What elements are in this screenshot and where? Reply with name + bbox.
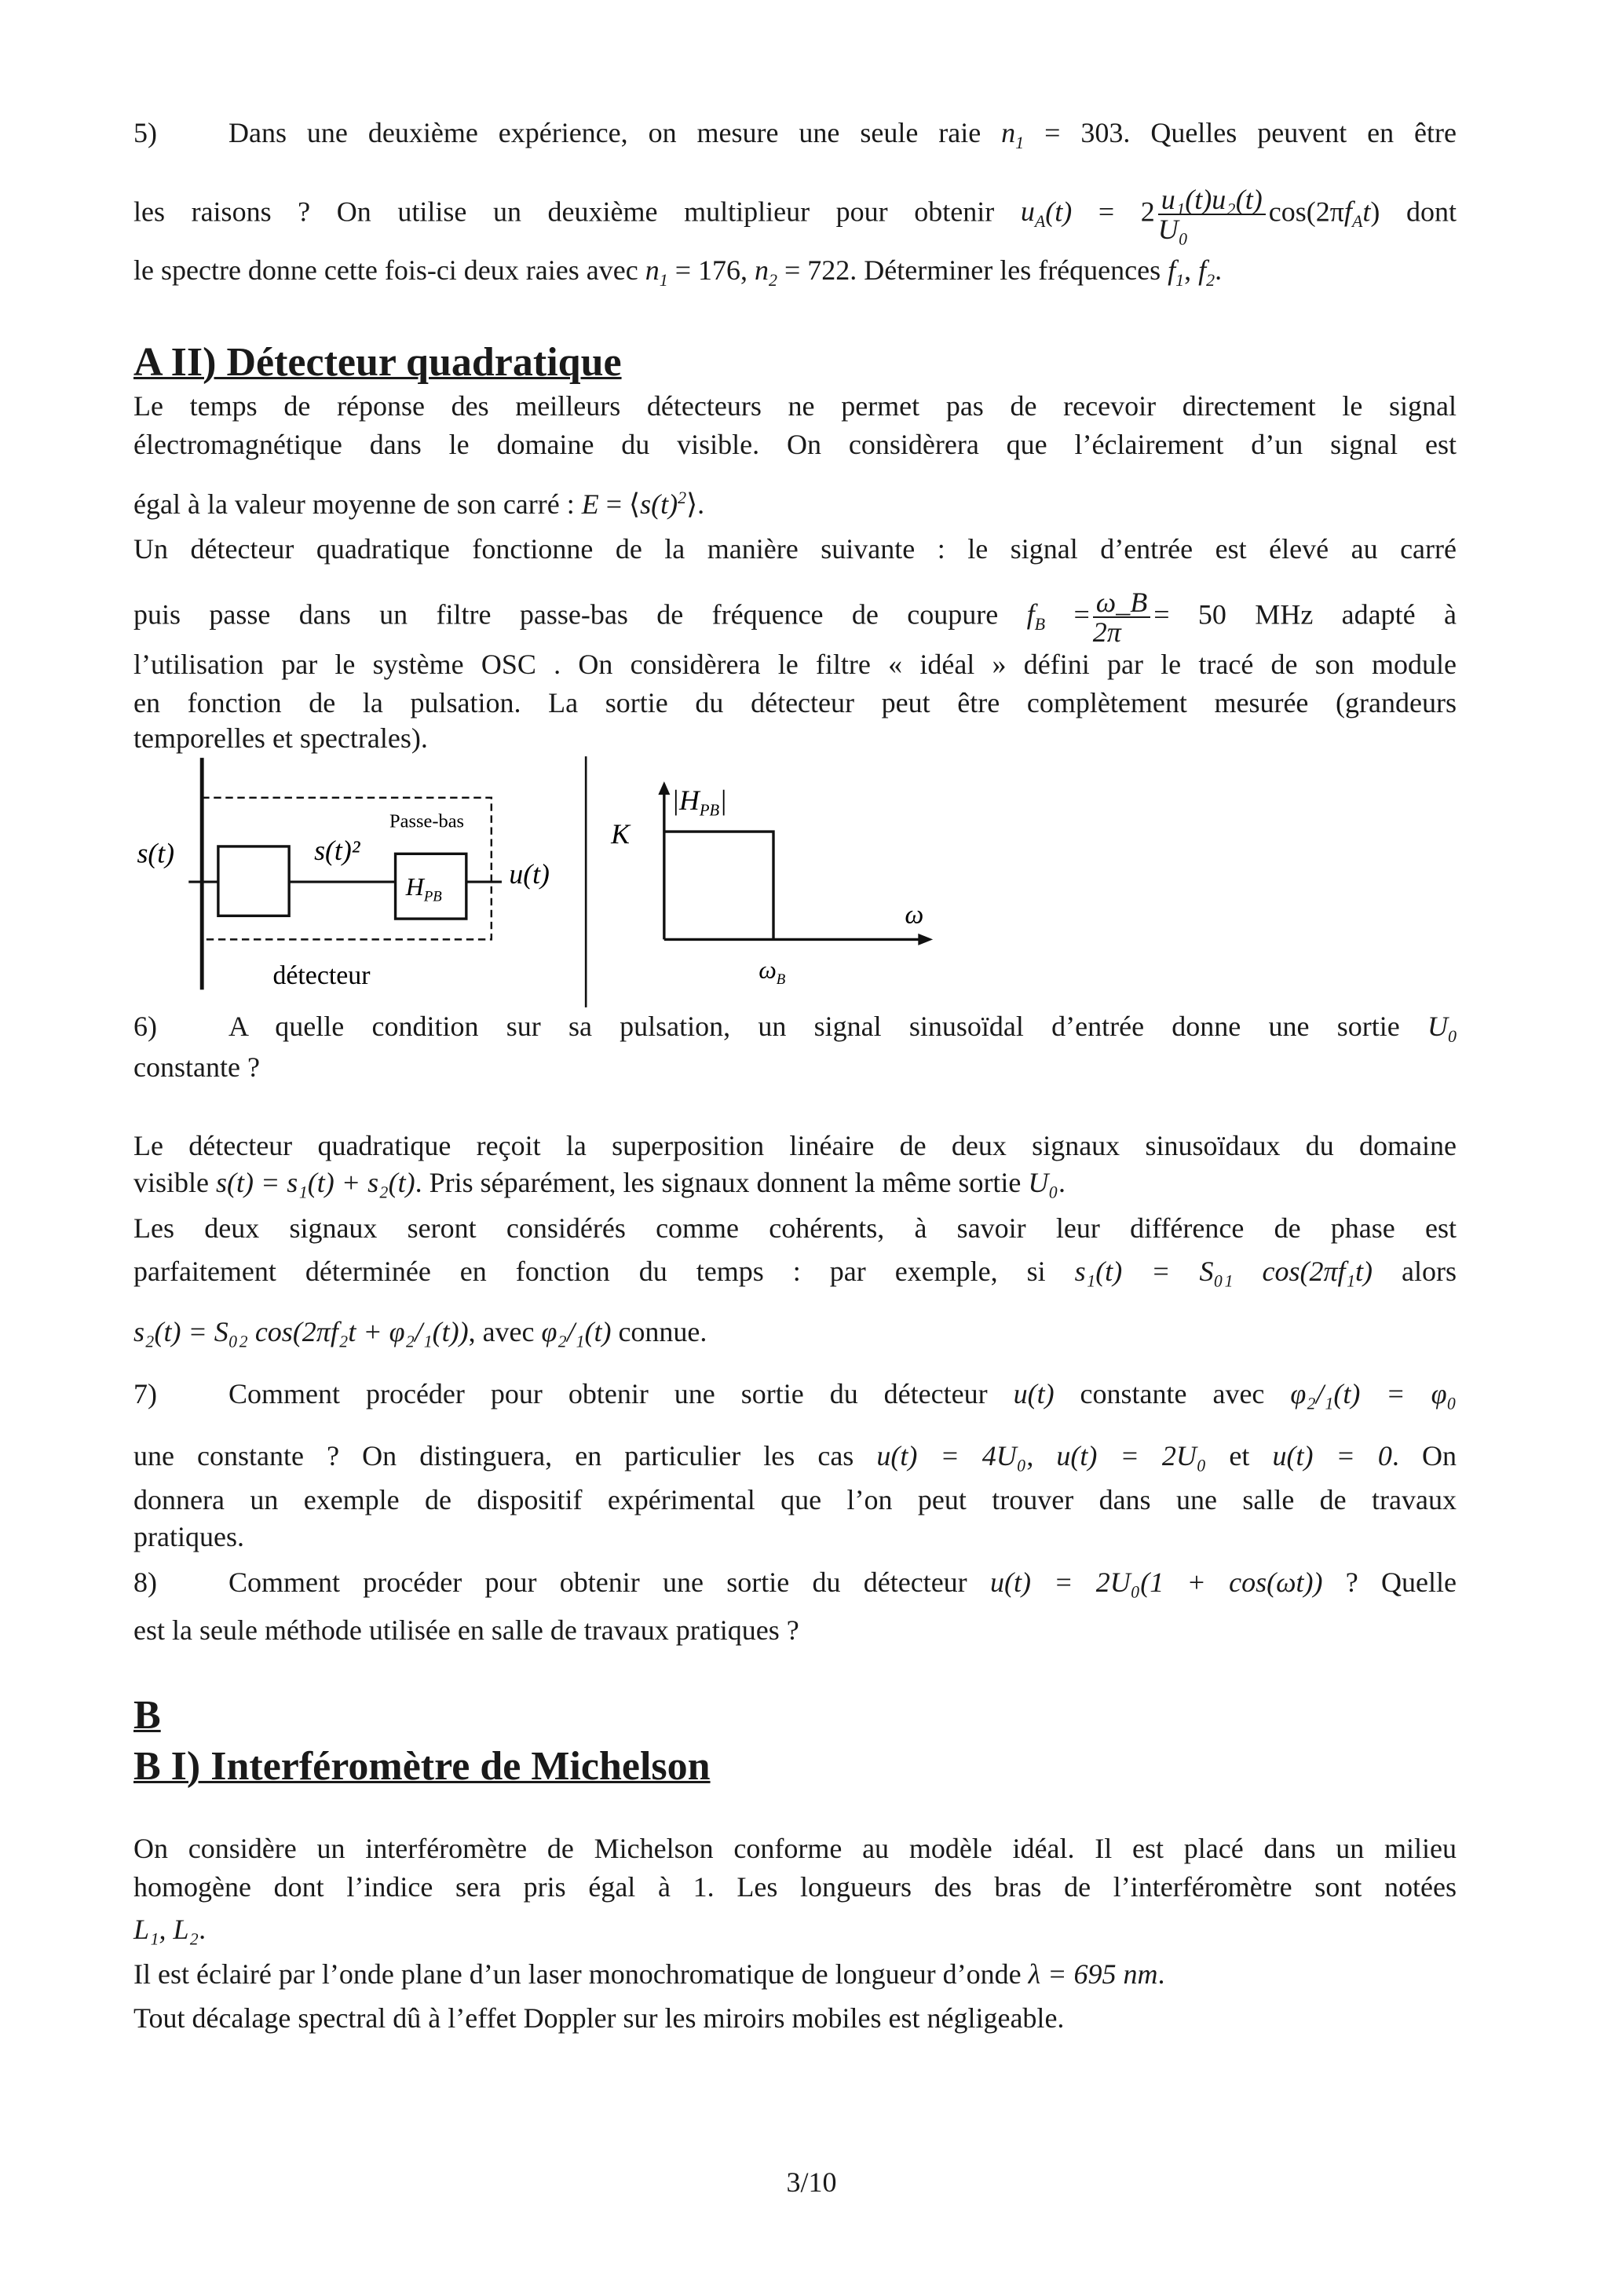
text-line [133, 427, 1457, 462]
text-run: ? Quelle [1322, 1567, 1457, 1598]
text-line [133, 1613, 1457, 1647]
text-line [133, 389, 1457, 423]
math-symbol: s₂(t) = S₀₂ cos(2πf₂t + φ₂/₁(t)) [133, 1316, 469, 1347]
text-run: temporelles et spectrales). [133, 722, 428, 754]
text-run: Tout décalage spectral dû à l’effet Doppler sur les miroirs mobiles est négligeable. [133, 2002, 1065, 2034]
text-run: = 176, [667, 254, 755, 286]
text-line [133, 647, 1457, 682]
math-expression [133, 1316, 469, 1347]
fraction-numerator: ω_B [1093, 588, 1150, 618]
math-symbol: u(t) = 4U₀ [876, 1440, 1027, 1472]
text-run: Un détecteur quadratique fonctionne de la manière suivante : le signal d’entrée est élevé au carré [133, 533, 1457, 565]
math-expression [1028, 1167, 1058, 1198]
text-run: , [1026, 1440, 1057, 1472]
math-expression [1020, 196, 1046, 232]
input-label: s(t) [137, 837, 175, 869]
math-expression [1427, 1011, 1457, 1047]
math-expression [216, 1167, 415, 1198]
text-line [133, 1957, 1457, 1991]
subscript: A [1034, 211, 1046, 232]
text-run: constante avec [1054, 1378, 1291, 1409]
text-run: . [199, 1914, 207, 1945]
text-run: et [1206, 1440, 1273, 1472]
math-expression [1001, 117, 1025, 153]
text-line [133, 1128, 1457, 1163]
subscript: 0 [1448, 1026, 1457, 1047]
text-run: en fonction de la pulsation. La sortie du détecteur peut être complètement mesurée (grandeurs [133, 687, 1457, 718]
text-line [133, 2001, 1457, 2035]
math-expression [1026, 598, 1046, 634]
text-run: = [1045, 598, 1090, 631]
text-run: est la seule méthode utilisée en salle de travaux pratiques ? [133, 1614, 799, 1646]
text-run: Le temps de réponse des meilleurs détecteurs ne permet pas de recevoir directement le signal [133, 390, 1457, 422]
section-heading-b: B [133, 1693, 161, 1738]
fraction [1158, 185, 1266, 243]
text-run: connue. [611, 1316, 707, 1347]
text-run: donnera un exemple de dispositif expérimental que l’on peut trouver dans une salle de travaux [133, 1484, 1457, 1515]
text-run: constante ? [133, 1051, 260, 1083]
text-line [133, 1377, 1457, 1411]
text-run: une constante ? On distinguera, en particulier les cas [133, 1440, 877, 1472]
text-line [133, 588, 1457, 646]
math-symbol: f [1343, 196, 1352, 228]
math-symbol: s(t) = s₁(t) + s₂(t) [216, 1167, 415, 1198]
math-symbol: u(t) [1013, 1378, 1055, 1409]
math-expression [645, 254, 668, 291]
math-expression [1343, 196, 1363, 232]
subscript: 2 [1206, 270, 1215, 291]
math-expression [1045, 196, 1072, 227]
text-line [133, 686, 1457, 720]
text-run: , avec [468, 1316, 542, 1347]
text-run: . [1215, 254, 1223, 286]
fraction-numerator: u₁(t)u₂(t) [1158, 185, 1266, 215]
math-symbol: n [755, 254, 769, 286]
text-line [133, 1050, 1457, 1084]
gain-label: K [611, 818, 630, 850]
subscript: 1 [1175, 270, 1185, 291]
math-symbol: E [581, 488, 599, 520]
text-run: = 722. Déterminer les fréquences [777, 254, 1168, 286]
math-expression [1198, 254, 1215, 291]
y-axis-label: $|H_{PB}|$ [671, 784, 727, 820]
text-run: . Pris séparément, les signaux donnent la même sortie [415, 1167, 1029, 1198]
math-expression [133, 1914, 199, 1945]
lowpass-label: Passe-bas [389, 810, 465, 832]
fraction [1093, 588, 1150, 646]
text-line [133, 1483, 1457, 1517]
text-line [133, 1519, 1457, 1554]
text-line [133, 721, 1457, 755]
x-axis-label: ω [905, 900, 924, 930]
text-line [133, 1165, 1457, 1200]
text-line [133, 1314, 1457, 1349]
squarer-block [218, 846, 289, 916]
text-run: alors [1373, 1256, 1457, 1287]
text-run: cos(2π [1268, 196, 1344, 228]
cutoff-label: $\omega_B$ [758, 956, 786, 988]
question-number: 8) [133, 1567, 157, 1598]
math-expression [640, 488, 686, 520]
math-expression [1362, 196, 1370, 227]
text-run: . On [1391, 1440, 1457, 1472]
fraction-denominator: U₀ [1157, 214, 1189, 245]
text-run: , [1184, 254, 1199, 286]
text-line [133, 1009, 1457, 1054]
text-run: ) dont [1370, 196, 1457, 228]
text-run: égal à la valeur moyenne de son carré : [133, 488, 582, 520]
text-run: = 50 MHz adapté à [1153, 598, 1457, 631]
text-line [133, 1439, 1457, 1473]
fraction-denominator: 2π [1092, 616, 1121, 648]
question-number: 5) [133, 117, 157, 148]
text-line [133, 1870, 1457, 1904]
math-symbol: L₁, L₂ [133, 1914, 199, 1945]
math-expression [1056, 1440, 1206, 1472]
subscript: A [1351, 211, 1363, 232]
text-run: le spectre donne cette fois-ci deux raies avec [133, 254, 645, 286]
math-symbol: t [1362, 196, 1371, 228]
text-run: = 2 [1072, 196, 1155, 228]
math-expression [1168, 254, 1185, 291]
math-expression [1029, 1958, 1158, 1990]
math-symbol: f [1168, 254, 1176, 286]
filter-label: $H_{PB}$ [405, 872, 442, 905]
math-expression [1014, 1378, 1055, 1409]
math-expression [876, 1440, 1026, 1472]
math-expression [1272, 1440, 1391, 1472]
math-symbol: f [1198, 254, 1207, 286]
math-symbol: u(t) = 2U₀(1 + cos(ωt)) [989, 1567, 1323, 1598]
math-symbol: φ₂/₁(t) = φ₀ [1290, 1378, 1457, 1409]
page-number: 3/10 [786, 2166, 837, 2198]
math-expression [542, 1316, 612, 1347]
question-number: 6) [133, 1011, 157, 1042]
text-line [133, 481, 1457, 521]
text-line [133, 1565, 1457, 1600]
math-symbol: (t) [1045, 196, 1073, 228]
text-run: pratiques. [133, 1521, 244, 1552]
math-expression [1075, 1256, 1373, 1287]
text-line [133, 1912, 1457, 1947]
subscript: B [1034, 614, 1046, 634]
text-run: Il est éclairé par l’onde plane d’un laser monochromatique de longueur d’onde [133, 1958, 1029, 1990]
filter-response [664, 832, 773, 939]
math-symbol: u(t) = 2U₀ [1056, 1440, 1207, 1472]
math-symbol: φ₂/₁(t) [541, 1316, 612, 1347]
math-expression [755, 254, 777, 291]
superscript: 2 [678, 488, 687, 507]
math-expression [990, 1567, 1323, 1598]
text-run: les raisons ? On utilise un deuxième multiplieur pour obtenir [133, 196, 1021, 228]
math-symbol: u(t) = 0 [1272, 1440, 1392, 1472]
detector-diagram [118, 746, 1033, 1019]
text-run: ⟩. [686, 488, 705, 520]
text-run: Les deux signaux seront considérés comme cohérents, à savoir leur différence de phase est [133, 1212, 1457, 1244]
math-expression [582, 488, 599, 520]
text-run: = 303. Quelles peuvent en être [1024, 117, 1457, 148]
text-line [133, 1831, 1457, 1866]
math-symbol: s(t) [640, 488, 678, 520]
math-symbol: λ = 695 nm [1028, 1958, 1158, 1990]
math-symbol: f [1026, 598, 1035, 631]
text-line [133, 115, 1457, 160]
text-run: . [1058, 1167, 1066, 1198]
text-run: puis passe dans un filtre passe-bas de fréquence de coupure [133, 598, 1027, 631]
section-heading-a2: A II) Détecteur quadratique [133, 340, 622, 385]
text-line [133, 253, 1457, 298]
section-heading-b1: B I) Interféromètre de Michelson [133, 1744, 711, 1789]
text-run: l’utilisation par le système OSC . On considèrera le filtre « idéal » défini par le tracé de son module [133, 649, 1457, 680]
text-run: = ⟨ [598, 488, 641, 520]
subscript: 2 [769, 270, 777, 291]
subscript: 1 [659, 270, 668, 291]
squared-label: s(t)² [314, 834, 360, 866]
text-run: On considère un interféromètre de Michelson conforme au modèle idéal. Il est placé dans un milieu [133, 1833, 1457, 1864]
math-symbol: U₀ [1028, 1167, 1058, 1198]
text-run: visible [133, 1167, 216, 1198]
x-axis-arrow [918, 934, 933, 945]
text-run: A quelle condition sur sa pulsation, un signal sinusoïdal d’entrée donne une sortie [228, 1011, 1427, 1042]
math-symbol: n [645, 254, 660, 286]
question-number: 7) [133, 1378, 157, 1409]
text-line [133, 1254, 1457, 1289]
text-run: Comment procéder pour obtenir une sortie du détecteur [228, 1378, 1014, 1409]
output-label: u(t) [509, 857, 550, 890]
math-expression [1290, 1378, 1457, 1409]
text-run: Comment procéder pour obtenir une sortie du détecteur [228, 1567, 990, 1598]
detector-label: détecteur [272, 960, 371, 990]
math-symbol: u [1020, 196, 1035, 228]
text-run: homogène dont l’indice sera pris égal à 1. Les longueurs des bras de l’interféromètre sont notées [133, 1871, 1457, 1903]
text-run: Le détecteur quadratique reçoit la superposition linéaire de deux signaux sinusoïdaux du domaine [133, 1130, 1457, 1161]
text-run: Dans une deuxième expérience, on mesure une seule raie [228, 117, 1002, 148]
subscript: 1 [1015, 133, 1025, 153]
y-axis-arrow [658, 781, 670, 795]
text-run: . [1157, 1958, 1165, 1990]
text-line [133, 532, 1457, 566]
text-line [133, 1211, 1457, 1245]
text-run: parfaitement déterminée en fonction du temps : par exemple, si [133, 1256, 1075, 1287]
math-symbol: U [1427, 1011, 1448, 1042]
text-run: électromagnétique dans le domaine du visible. On considèrera que l’éclairement d’un signal est [133, 429, 1457, 460]
text-line [133, 185, 1457, 243]
math-symbol: n [1001, 117, 1016, 148]
math-symbol: s₁(t) = S₀₁ cos(2πf₁t) [1074, 1256, 1373, 1287]
